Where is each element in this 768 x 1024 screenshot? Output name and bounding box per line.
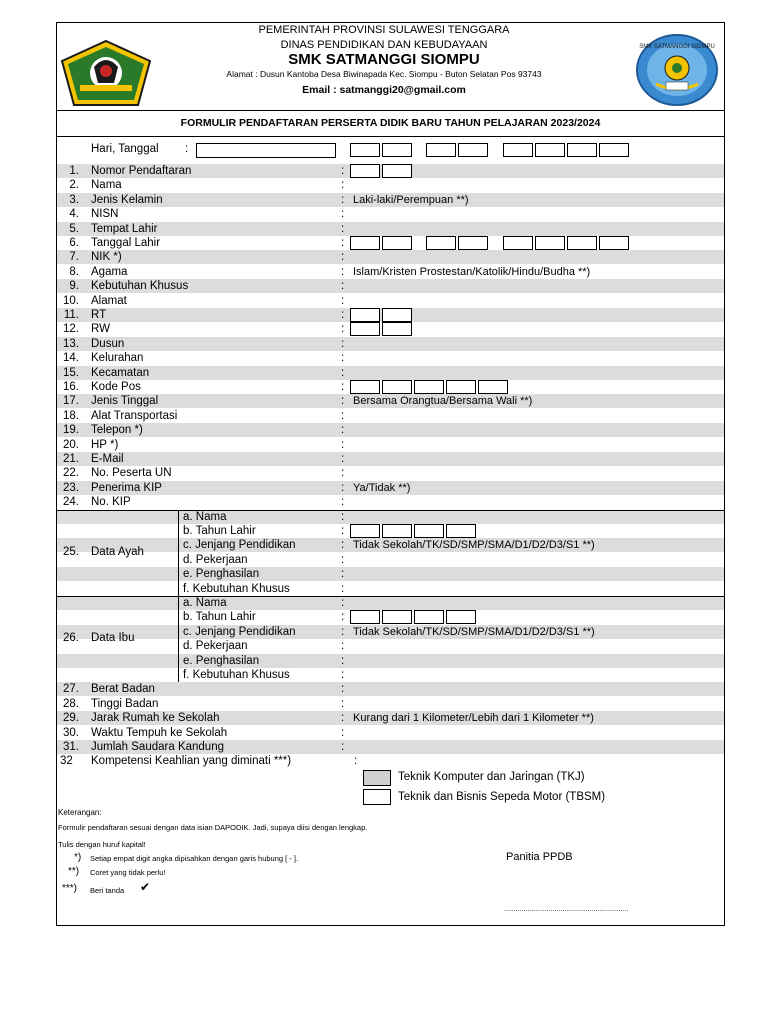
field-row bbox=[57, 495, 724, 509]
row-colon: : bbox=[341, 741, 345, 753]
row-label: Telepon *) bbox=[91, 424, 143, 437]
row-number: 21. bbox=[63, 453, 79, 465]
header-line1: PEMERINTAH PROVINSI SULAWESI TENGGARA bbox=[258, 24, 510, 36]
kompetensi-colon: : bbox=[354, 755, 358, 768]
field-box[interactable] bbox=[414, 524, 444, 538]
field-box[interactable] bbox=[478, 380, 508, 394]
row-colon: : bbox=[341, 323, 345, 336]
row-colon: : bbox=[341, 568, 345, 581]
ibu-group-divider bbox=[178, 596, 179, 682]
row-sublabel: e. Penghasilan bbox=[183, 654, 260, 667]
row-value[interactable]: Ya/Tidak **) bbox=[353, 481, 411, 494]
row-label: Tanggal Lahir bbox=[91, 237, 161, 249]
row-label: No. KIP bbox=[91, 496, 131, 509]
tbsm-option: Teknik dan Bisnis Sepeda Motor (TBSM) bbox=[398, 791, 606, 803]
row-label: Alamat bbox=[91, 294, 127, 307]
note-text3: Beri tanda bbox=[90, 886, 125, 895]
row-colon: : bbox=[341, 265, 345, 278]
row-number: 23. bbox=[63, 481, 79, 494]
row-number: 10. bbox=[63, 294, 79, 307]
row-colon: : bbox=[341, 438, 345, 451]
field-row bbox=[57, 726, 724, 740]
field-row bbox=[57, 294, 724, 308]
field-row bbox=[57, 193, 724, 207]
row-colon: : bbox=[341, 222, 345, 235]
row-colon: : bbox=[341, 496, 345, 509]
row-number: 2. bbox=[69, 179, 79, 192]
row-number: 15. bbox=[63, 366, 79, 379]
row-colon: : bbox=[341, 481, 345, 494]
ayah-group-row bbox=[57, 553, 724, 567]
school-email: Email : satmanggi20@gmail.com bbox=[302, 84, 466, 96]
row-colon: : bbox=[341, 654, 345, 667]
notes-line2: Tulis dengan huruf kapital! bbox=[58, 840, 146, 849]
field-box[interactable] bbox=[535, 236, 565, 250]
field-row bbox=[57, 438, 724, 452]
ayah-group-divider bbox=[178, 510, 179, 596]
field-row bbox=[57, 394, 724, 408]
row-number: 18. bbox=[63, 409, 79, 422]
field-row bbox=[57, 337, 724, 351]
row-label: NIK *) bbox=[91, 251, 122, 264]
row-colon: : bbox=[341, 280, 345, 293]
row-value[interactable]: Tidak Sekolah/TK/SD/SMP/SMA/D1/D2/D3/S1 **) bbox=[353, 539, 595, 552]
row-number: 4. bbox=[69, 208, 79, 221]
row-number: 5. bbox=[69, 222, 79, 235]
ibu-group-row bbox=[57, 596, 724, 610]
field-box[interactable] bbox=[458, 236, 488, 250]
row-number: 20. bbox=[63, 438, 79, 451]
row-label: Kelurahan bbox=[91, 352, 144, 365]
row-sublabel: b. Tahun Lahir bbox=[183, 525, 256, 537]
row-colon: : bbox=[341, 611, 345, 624]
ibu-group-top-border bbox=[57, 596, 724, 597]
row-colon: : bbox=[341, 712, 345, 725]
row-colon: : bbox=[341, 553, 345, 566]
row-label: Nama bbox=[91, 179, 122, 192]
field-box[interactable] bbox=[446, 380, 476, 394]
row-colon: : bbox=[341, 683, 345, 696]
field-box[interactable] bbox=[382, 308, 412, 322]
row-colon: : bbox=[341, 237, 345, 249]
row-number: 24. bbox=[63, 496, 79, 509]
row-colon: : bbox=[341, 395, 345, 408]
row-number: 22. bbox=[63, 467, 79, 480]
title-divider bbox=[56, 136, 725, 137]
note-mark2: **) bbox=[68, 866, 80, 877]
field-box[interactable] bbox=[350, 236, 380, 250]
field-box[interactable] bbox=[350, 322, 380, 336]
date-box[interactable] bbox=[503, 143, 533, 157]
notes-line1: Formulir pendaftaran sesuai dengan data isian DAPODIK. Jadi, supaya diisi dengan lengkap. bbox=[58, 823, 368, 832]
field-box[interactable] bbox=[382, 610, 412, 624]
field-box[interactable] bbox=[599, 236, 629, 250]
school-logo bbox=[636, 34, 718, 106]
ayah-group-row bbox=[57, 582, 724, 596]
row-number: 9. bbox=[69, 280, 79, 293]
row-colon: : bbox=[341, 179, 345, 192]
field-row bbox=[57, 279, 724, 293]
ayah-group-label: Data Ayah bbox=[91, 545, 144, 558]
field-row bbox=[57, 423, 724, 437]
notes-title: Keterangan: bbox=[58, 808, 102, 817]
row-colon: : bbox=[341, 597, 345, 609]
row-colon: : bbox=[341, 366, 345, 379]
row-sublabel: c. Jenjang Pendidikan bbox=[183, 625, 296, 638]
row-colon: : bbox=[341, 467, 345, 480]
field-row bbox=[57, 351, 724, 365]
signature-line[interactable]: ................................................................ bbox=[504, 906, 629, 913]
row-label: Agama bbox=[91, 265, 128, 278]
row-label: No. Peserta UN bbox=[91, 467, 172, 480]
note-mark3: ***) bbox=[62, 883, 78, 894]
row-number: 13. bbox=[63, 337, 79, 350]
row-label: Kebutuhan Khusus bbox=[91, 280, 189, 293]
row-colon: : bbox=[341, 337, 345, 350]
row-label: Tinggi Badan bbox=[91, 697, 159, 710]
row-colon: : bbox=[341, 251, 345, 264]
date-box[interactable] bbox=[382, 143, 412, 157]
field-box[interactable] bbox=[382, 164, 412, 178]
field-box[interactable] bbox=[382, 322, 412, 336]
row-sublabel: a. Nama bbox=[183, 597, 227, 609]
kompetensi-number: 32 bbox=[60, 755, 73, 768]
row-colon: : bbox=[341, 193, 345, 206]
ibu-group-row bbox=[57, 639, 724, 653]
row-number: 17. bbox=[63, 395, 79, 408]
note-text1: Setiap empat digit angka dipisahkan dengan garis hubung [ - ]. bbox=[90, 854, 299, 863]
row-label: Kecamatan bbox=[91, 366, 150, 379]
row-label: Berat Badan bbox=[91, 683, 155, 696]
row-label: Dusun bbox=[91, 337, 125, 350]
row-colon: : bbox=[341, 525, 345, 537]
row-number: 11. bbox=[63, 309, 79, 321]
row-colon: : bbox=[341, 409, 345, 422]
ibu-group-number: 26. bbox=[63, 632, 79, 645]
ibu-group-row bbox=[57, 668, 724, 682]
row-value[interactable]: Tidak Sekolah/TK/SD/SMP/SMA/D1/D2/D3/S1 **) bbox=[353, 625, 595, 638]
field-row bbox=[57, 250, 724, 264]
checkmark-icon: ✔ bbox=[140, 880, 151, 894]
date-label: Hari, Tanggal bbox=[91, 143, 159, 155]
row-number: 19. bbox=[63, 424, 79, 437]
row-number: 28. bbox=[63, 697, 79, 710]
field-box[interactable] bbox=[446, 610, 476, 624]
row-number: 8. bbox=[69, 265, 79, 278]
field-row bbox=[57, 697, 724, 711]
row-number: 31. bbox=[63, 741, 79, 753]
row-number: 7. bbox=[69, 251, 79, 264]
school-address: Alamat : Dusun Kantoba Desa Biwinapada Kec. Siompu - Buton Selatan Pos 93743 bbox=[226, 69, 542, 79]
tkj-option: Teknik Komputer dan Jaringan (TKJ) bbox=[398, 771, 585, 783]
field-box[interactable] bbox=[426, 236, 456, 250]
row-number: 30. bbox=[63, 726, 79, 739]
field-box[interactable] bbox=[382, 380, 412, 394]
row-colon: : bbox=[341, 640, 345, 653]
field-box[interactable] bbox=[414, 610, 444, 624]
date-box[interactable] bbox=[567, 143, 597, 157]
row-label: Alat Transportasi bbox=[91, 409, 178, 422]
row-label: Jumlah Saudara Kandung bbox=[91, 741, 224, 753]
header-divider bbox=[56, 110, 725, 111]
field-row bbox=[57, 207, 724, 221]
row-colon: : bbox=[341, 453, 345, 465]
row-colon: : bbox=[341, 208, 345, 221]
field-row bbox=[57, 481, 724, 495]
row-label: HP *) bbox=[91, 438, 119, 451]
date-box[interactable] bbox=[350, 143, 380, 157]
school-name: SMK SATMANGGI SIOMPU bbox=[288, 51, 480, 68]
ayah-group-row bbox=[57, 510, 724, 524]
row-sublabel: d. Pekerjaan bbox=[183, 553, 248, 566]
row-value[interactable]: Kurang dari 1 Kilometer/Lebih dari 1 Kilometer **) bbox=[353, 712, 594, 725]
row-label: NISN bbox=[91, 208, 119, 221]
note-mark1: *) bbox=[74, 852, 82, 863]
date-box[interactable] bbox=[599, 143, 629, 157]
row-number: 6. bbox=[69, 237, 79, 249]
field-row bbox=[57, 409, 724, 423]
field-row bbox=[57, 265, 724, 279]
row-colon: : bbox=[341, 697, 345, 710]
row-number: 27. bbox=[63, 683, 79, 696]
row-label: Tempat Lahir bbox=[91, 222, 158, 235]
ayah-group-number: 25. bbox=[63, 545, 79, 558]
school-logo-text: SMK SATMANGGI SIOMPU bbox=[639, 44, 715, 50]
row-colon: : bbox=[341, 294, 345, 307]
field-box[interactable] bbox=[350, 524, 380, 538]
row-colon: : bbox=[341, 669, 345, 681]
field-box[interactable] bbox=[350, 308, 380, 322]
tbsm-checkbox[interactable] bbox=[363, 789, 391, 805]
row-number: 14. bbox=[63, 352, 79, 365]
row-label: Jarak Rumah ke Sekolah bbox=[91, 712, 220, 725]
row-number: 3. bbox=[69, 193, 79, 206]
row-sublabel: f. Kebutuhan Khusus bbox=[183, 669, 290, 681]
date-box[interactable] bbox=[458, 143, 488, 157]
row-sublabel: d. Pekerjaan bbox=[183, 640, 248, 653]
row-label: Nomor Pendaftaran bbox=[91, 165, 192, 177]
ayah-group-row bbox=[57, 538, 724, 552]
row-colon: : bbox=[341, 381, 345, 393]
row-label: E-Mail bbox=[91, 453, 124, 465]
row-label: RW bbox=[91, 323, 110, 336]
field-box[interactable] bbox=[382, 524, 412, 538]
provincial-logo bbox=[60, 39, 152, 107]
field-row bbox=[57, 178, 724, 192]
ayah-group-row bbox=[57, 567, 724, 581]
row-number: 16. bbox=[63, 381, 79, 393]
row-label: Jenis Kelamin bbox=[91, 193, 163, 206]
field-row bbox=[57, 452, 724, 466]
field-box[interactable] bbox=[414, 380, 444, 394]
row-value[interactable]: Laki-laki/Perempuan **) bbox=[353, 193, 469, 206]
field-row bbox=[57, 682, 724, 696]
field-box[interactable] bbox=[503, 236, 533, 250]
field-box[interactable] bbox=[567, 236, 597, 250]
field-box[interactable] bbox=[350, 380, 380, 394]
row-colon: : bbox=[341, 726, 345, 739]
row-colon: : bbox=[341, 309, 345, 321]
row-colon: : bbox=[341, 424, 345, 437]
row-value[interactable]: Islam/Kristen Prostestan/Katolik/Hindu/Budha **) bbox=[353, 265, 591, 278]
field-row bbox=[57, 711, 724, 725]
form-title: FORMULIR PENDAFTARAN PERSERTA DIDIK BARU TAHUN PELAJARAN 2023/2024 bbox=[180, 117, 601, 129]
field-box[interactable] bbox=[382, 236, 412, 250]
row-label: Kode Pos bbox=[91, 381, 141, 393]
ibu-group-row bbox=[57, 654, 724, 668]
row-sublabel: f. Kebutuhan Khusus bbox=[183, 582, 290, 595]
committee-label: Panitia PPDB bbox=[506, 851, 573, 863]
row-label: Waktu Tempuh ke Sekolah bbox=[91, 726, 228, 739]
ibu-group-row bbox=[57, 625, 724, 639]
date-box[interactable] bbox=[535, 143, 565, 157]
header-line2: DINAS PENDIDIKAN DAN KEBUDAYAAN bbox=[280, 39, 488, 51]
row-number: 29. bbox=[63, 712, 79, 725]
field-row bbox=[57, 466, 724, 480]
row-sublabel: e. Penghasilan bbox=[183, 568, 260, 581]
ibu-group-label: Data Ibu bbox=[91, 632, 135, 645]
row-value[interactable]: Bersama Orangtua/Bersama Wali **) bbox=[353, 395, 533, 408]
row-sublabel: a. Nama bbox=[183, 510, 227, 523]
row-label: RT bbox=[91, 309, 107, 321]
field-row bbox=[57, 740, 724, 754]
row-colon: : bbox=[341, 625, 345, 638]
field-box[interactable] bbox=[350, 610, 380, 624]
date-colon: : bbox=[185, 143, 189, 155]
note-text2: Coret yang tidak perlu! bbox=[90, 868, 166, 877]
field-box[interactable] bbox=[446, 524, 476, 538]
row-label: Penerima KIP bbox=[91, 481, 162, 494]
field-row bbox=[57, 222, 724, 236]
row-colon: : bbox=[341, 510, 345, 523]
tkj-checkbox[interactable] bbox=[363, 770, 391, 786]
row-colon: : bbox=[341, 165, 345, 177]
row-colon: : bbox=[341, 352, 345, 365]
day-input[interactable] bbox=[196, 143, 336, 158]
row-sublabel: b. Tahun Lahir bbox=[183, 611, 256, 624]
row-colon: : bbox=[341, 539, 345, 552]
field-row bbox=[57, 366, 724, 380]
row-sublabel: c. Jenjang Pendidikan bbox=[183, 539, 296, 552]
row-colon: : bbox=[341, 582, 345, 595]
field-box[interactable] bbox=[350, 164, 380, 178]
ayah-group-top-border bbox=[57, 510, 724, 511]
row-number: 1. bbox=[69, 165, 79, 177]
row-number: 12. bbox=[63, 323, 79, 336]
kompetensi-label: Kompetensi Keahlian yang diminati ***) bbox=[91, 755, 292, 768]
date-box[interactable] bbox=[426, 143, 456, 157]
row-label: Jenis Tinggal bbox=[91, 395, 159, 408]
